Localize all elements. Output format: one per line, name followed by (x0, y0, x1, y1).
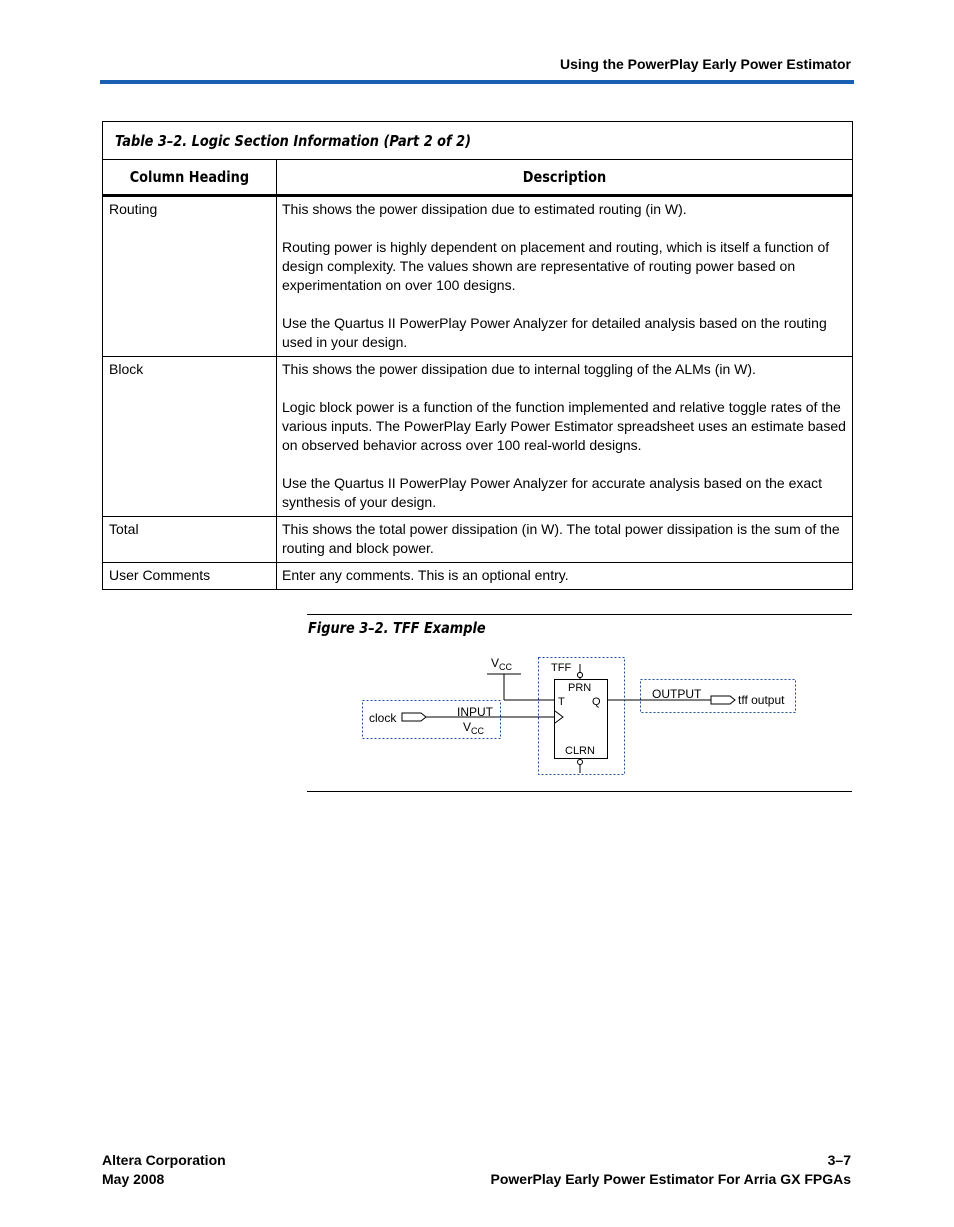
description-paragraph: This shows the power dissipation due to internal toggling of the ALMs (in W). (282, 361, 756, 377)
table-caption-text: Table 3–2. Logic Section Information (Part 2 of 2) (115, 131, 471, 150)
description-paragraph: Routing power is highly dependent on placement and routing, which is itself a function of design complexity. The values shown are representative of routing power based on experimentation on over 100 designs. (282, 239, 830, 293)
description-paragraph: Logic block power is a function of the function implemented and relative toggle rates of the various inputs. The PowerPlay Early Power Estimator spreadsheet uses an estimate based on observed behavior across over 100 real-world designs. (282, 399, 846, 453)
tff-schematic-diagram (355, 650, 805, 780)
prn-label: PRN (568, 682, 592, 694)
footer-company: Altera Corporation (102, 1152, 226, 1168)
clrn-bubble (578, 760, 583, 765)
row-description (277, 357, 853, 517)
logic-section-table (102, 121, 853, 590)
description-paragraph: Use the Quartus II PowerPlay Power Analyzer for accurate analysis based on the exact synthesis of your design. (282, 475, 823, 510)
figure-bottom-rule (307, 791, 852, 792)
footer-right (491, 1151, 852, 1189)
vcc-top-label: $V_{CC}$ (491, 656, 513, 672)
table-row (103, 357, 853, 517)
description-paragraph: This shows the total power dissipation (in W). The total power dissipation is the sum of the routing and block power. (282, 521, 840, 556)
row-heading: Routing (103, 196, 277, 357)
table-row (103, 517, 853, 563)
table-row (103, 196, 853, 357)
row-heading: User Comments (103, 563, 277, 590)
row-description (277, 196, 853, 357)
input-pin-symbol (402, 713, 426, 721)
figure-top-rule (307, 614, 852, 615)
description-paragraph: Enter any comments. This is an optional entry. (282, 567, 569, 583)
input-label: INPUT (457, 705, 493, 719)
header-rule (100, 80, 854, 84)
table-caption (103, 122, 853, 160)
table-row (103, 563, 853, 590)
column-header-heading: Column Heading (103, 160, 277, 196)
row-description (277, 563, 853, 590)
output-label: OUTPUT (652, 687, 702, 701)
vcc-input-label: $V_{CC}$ (463, 720, 485, 736)
clock-label: clock (369, 711, 397, 725)
tff-output-label: tff output (738, 693, 785, 707)
row-heading: Total (103, 517, 277, 563)
figure-title: Figure 3–2. TFF Example (308, 619, 486, 637)
description-paragraph: Use the Quartus II PowerPlay Power Analyzer for detailed analysis based on the routing used in your design. (282, 315, 827, 350)
q-label: Q (592, 696, 601, 708)
tff-label: TFF (551, 662, 572, 674)
output-pin-symbol (711, 696, 735, 704)
footer-left (102, 1151, 226, 1189)
page-header-title: Using the PowerPlay Early Power Estimator (560, 56, 851, 72)
t-label: T (558, 696, 565, 708)
footer-date: May 2008 (102, 1171, 165, 1187)
description-paragraph: This shows the power dissipation due to estimated routing (in W). (282, 201, 687, 217)
footer-page-number: 3–7 (827, 1152, 851, 1168)
footer-doc-title: PowerPlay Early Power Estimator For Arria GX FPGAs (490, 1171, 851, 1187)
row-description (277, 517, 853, 563)
row-heading: Block (103, 357, 277, 517)
clrn-label: CLRN (565, 745, 595, 757)
column-header-description: Description (277, 160, 853, 196)
